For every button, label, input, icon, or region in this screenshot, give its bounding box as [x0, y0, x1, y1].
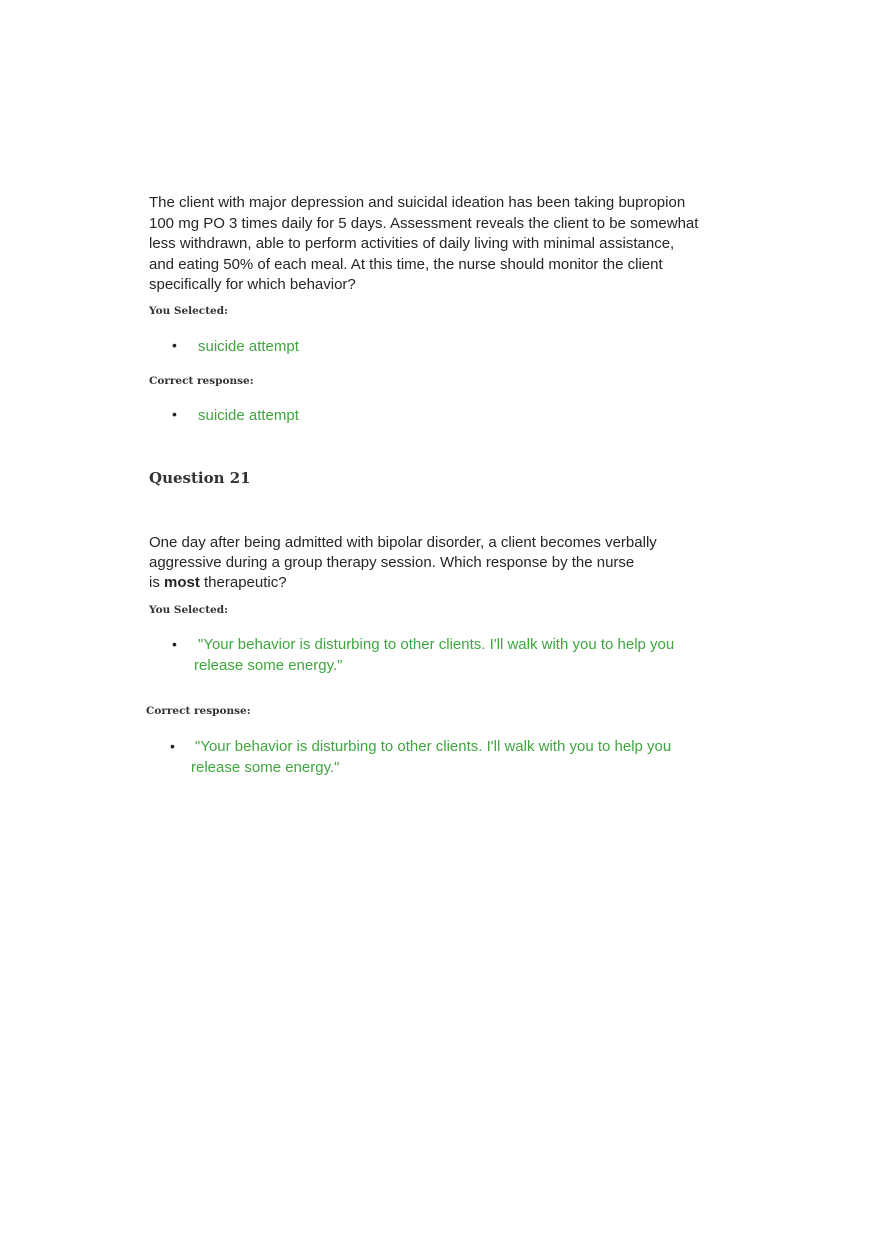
question-text-line: and eating 50% of each meal. At this time, the nurse should monitor the client	[149, 256, 663, 273]
correct-response-label: Correct response:	[146, 705, 251, 717]
text: therapeutic?	[199, 574, 287, 591]
bullet-icon: •	[172, 636, 177, 652]
bullet-icon: •	[172, 406, 177, 422]
selected-answer-line: release some energy."	[194, 657, 343, 674]
question-text-line: specifically for which behavior?	[149, 276, 356, 293]
correct-answer: suicide attempt	[198, 407, 299, 424]
emphasis-most: most	[164, 574, 200, 591]
correct-response-label: Correct response:	[149, 375, 254, 387]
bullet-icon: •	[170, 738, 175, 754]
bullet-icon: •	[172, 337, 177, 353]
you-selected-label: You Selected:	[149, 604, 228, 616]
you-selected-label: You Selected:	[149, 305, 228, 317]
question-text-line: One day after being admitted with bipolar disorder, a client becomes verbally	[149, 534, 657, 551]
question-text-line	[149, 573, 287, 593]
question-text-line: aggressive during a group therapy session. Which response by the nurse	[149, 554, 635, 571]
correct-answer-line: release some energy."	[191, 759, 340, 776]
text: is	[149, 574, 164, 591]
question-heading: Question 21	[149, 469, 251, 487]
selected-answer: suicide attempt	[198, 338, 299, 355]
selected-answer-line: "Your behavior is disturbing to other clients. I'll walk with you to help you	[198, 636, 675, 653]
question-text-line: 100 mg PO 3 times daily for 5 days. Assessment reveals the client to be somewhat	[149, 215, 699, 232]
question-text-line: The client with major depression and suicidal ideation has been taking bupropion	[149, 194, 686, 211]
question-text-line: less withdrawn, able to perform activities of daily living with minimal assistance,	[149, 235, 675, 252]
correct-answer-line: "Your behavior is disturbing to other clients. I'll walk with you to help you	[195, 738, 672, 755]
